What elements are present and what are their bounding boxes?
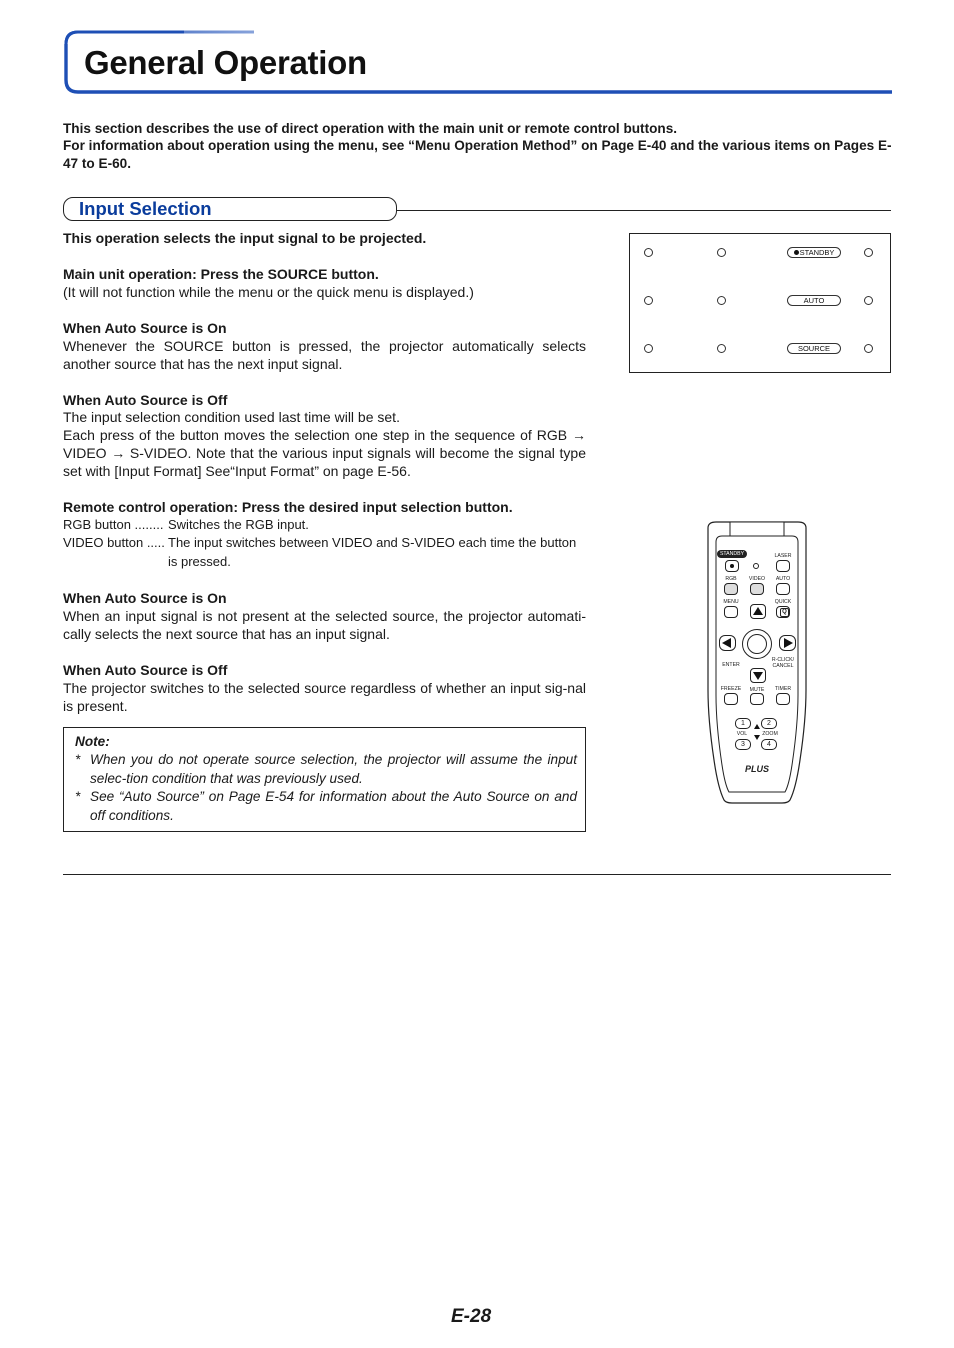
remote-indicator-icon bbox=[753, 563, 759, 569]
panel-source-button[interactable] bbox=[787, 343, 841, 354]
panel-standby-button[interactable] bbox=[787, 247, 841, 258]
indicator-led-icon bbox=[644, 344, 653, 353]
remote-freeze-button[interactable] bbox=[724, 693, 738, 705]
remote-laser-label: LASER bbox=[774, 553, 792, 559]
section-divider bbox=[397, 210, 891, 211]
note-title: Note: bbox=[75, 734, 110, 749]
section-title: Input Selection bbox=[79, 198, 212, 219]
intro-line-1: This section describes the use of direct operation with the main unit or remote control buttons. bbox=[63, 121, 678, 136]
main-auto-off-text-2: Each press of the button moves the selection one step in the sequence of RGB → VIDEO → S-VIDEO. Note that the various input signals will become the signal type set with [Input Format] See“Input Format” on page E-56. bbox=[63, 427, 586, 479]
remote-key-3[interactable]: 3 bbox=[735, 739, 751, 750]
main-auto-off-heading: When Auto Source is Off bbox=[63, 392, 228, 408]
page-number: E-28 bbox=[451, 1306, 492, 1327]
page-title: General Operation bbox=[84, 44, 367, 81]
power-dot-icon bbox=[730, 564, 734, 568]
note-bullet: * bbox=[75, 752, 81, 767]
arrow-right-icon bbox=[780, 636, 795, 650]
remote-enter-label: ENTER bbox=[722, 662, 740, 668]
remote-quick-glyph: Q bbox=[780, 608, 789, 617]
definition-description: The input switches between VIDEO and S-VIDEO each time the button is pressed. bbox=[168, 535, 577, 569]
panel-auto-label: AUTO bbox=[803, 296, 825, 305]
remote-video-label: VIDEO bbox=[748, 576, 766, 582]
section-lead: This operation selects the input signal to be projected. bbox=[63, 230, 427, 246]
indicator-led-icon bbox=[644, 296, 653, 305]
remote-timer-button[interactable] bbox=[776, 693, 790, 705]
projector-panel-illustration bbox=[629, 233, 891, 373]
arrow-left-icon bbox=[720, 636, 735, 650]
panel-standby-label: STANDBY bbox=[799, 248, 835, 257]
remote-left-button[interactable] bbox=[719, 635, 736, 651]
panel-source-label: SOURCE bbox=[797, 344, 831, 353]
remote-heading: Remote control operation: Press the desired input selection button. bbox=[63, 499, 513, 515]
remote-menu-button[interactable] bbox=[724, 606, 738, 618]
remote-timer-label: TIMER bbox=[774, 686, 792, 692]
remote-vol-label: VOL bbox=[736, 731, 748, 737]
remote-control-illustration bbox=[702, 520, 812, 805]
definition-term: VIDEO button ..... bbox=[63, 535, 165, 550]
indicator-led-icon bbox=[864, 344, 873, 353]
remote-video-button[interactable] bbox=[750, 583, 764, 595]
remote-mute-button[interactable] bbox=[750, 693, 764, 705]
indicator-led-icon bbox=[644, 248, 653, 257]
remote-rclick-cancel-label: R-CLICK/ CANCEL bbox=[771, 657, 795, 669]
remote-right-button[interactable] bbox=[779, 635, 796, 651]
note-text: When you do not operate source selection, the projector will assume the input selec-tion condition that was previously used. bbox=[90, 752, 577, 786]
intro-line-2: For information about operation using the menu, see “Menu Operation Method” on Page E-40 and the various items on Pages E-47 to E-60. bbox=[63, 138, 892, 171]
remote-auto-on-text: When an input signal is not present at the selected source, the projector automati-cally selects the next source that has an input signal. bbox=[63, 608, 586, 642]
indicator-led-icon bbox=[864, 248, 873, 257]
remote-up-button[interactable] bbox=[750, 604, 766, 619]
main-auto-off-text-1: The input selection condition used last time will be set. bbox=[63, 409, 400, 425]
main-auto-on-heading: When Auto Source is On bbox=[63, 320, 227, 336]
remote-quick-button[interactable] bbox=[776, 606, 790, 618]
remote-quick-label: QUICK bbox=[774, 599, 792, 605]
definition-term: RGB button ........ bbox=[63, 517, 164, 532]
remote-auto-off-heading: When Auto Source is Off bbox=[63, 662, 228, 678]
remote-auto-button[interactable] bbox=[776, 583, 790, 595]
panel-auto-button[interactable] bbox=[787, 295, 841, 306]
remote-mute-label: MUTE bbox=[749, 687, 765, 693]
arrow-down-icon bbox=[751, 669, 765, 682]
note-bullet: * bbox=[75, 789, 81, 804]
remote-down-button[interactable] bbox=[750, 668, 766, 683]
remote-standby-button[interactable] bbox=[725, 560, 739, 572]
remote-standby-label: STANDBY bbox=[717, 550, 747, 558]
indicator-led-icon bbox=[717, 248, 726, 257]
indicator-led-icon bbox=[717, 344, 726, 353]
remote-auto-on-heading: When Auto Source is On bbox=[63, 590, 227, 606]
remote-key-1[interactable]: 1 bbox=[735, 718, 751, 729]
remote-auto-label: AUTO bbox=[775, 576, 791, 582]
remote-key-4[interactable]: 4 bbox=[761, 739, 777, 750]
main-unit-heading: Main unit operation: Press the SOURCE button. bbox=[63, 266, 379, 282]
note-text: See “Auto Source” on Page E-54 for information about the Auto Source on and off conditions. bbox=[90, 789, 577, 823]
remote-key-2[interactable]: 2 bbox=[761, 718, 777, 729]
power-dot-icon bbox=[794, 250, 799, 255]
remote-rgb-label: RGB bbox=[725, 576, 737, 582]
remote-freeze-label: FREEZE bbox=[720, 686, 742, 692]
remote-brand-logo: PLUS bbox=[744, 764, 769, 774]
definition-description: Switches the RGB input. bbox=[168, 517, 309, 532]
note-box bbox=[63, 727, 586, 832]
remote-rgb-button[interactable] bbox=[724, 583, 738, 595]
indicator-led-icon bbox=[717, 296, 726, 305]
main-auto-on-text: Whenever the SOURCE button is pressed, the projector automatically selects another source that has the next input signal. bbox=[63, 338, 586, 372]
main-unit-note: (It will not function while the menu or the quick menu is displayed.) bbox=[63, 284, 474, 300]
bottom-divider bbox=[63, 874, 891, 875]
remote-auto-off-text: The projector switches to the selected source regardless of whether an input sig-nal is present. bbox=[63, 680, 586, 714]
arrow-up-icon bbox=[751, 605, 765, 618]
remote-jog-center-icon[interactable] bbox=[747, 634, 767, 654]
indicator-led-icon bbox=[864, 296, 873, 305]
remote-laser-button[interactable] bbox=[776, 560, 790, 572]
remote-zoom-label: ZOOM bbox=[762, 731, 778, 737]
remote-menu-label: MENU bbox=[723, 599, 739, 605]
